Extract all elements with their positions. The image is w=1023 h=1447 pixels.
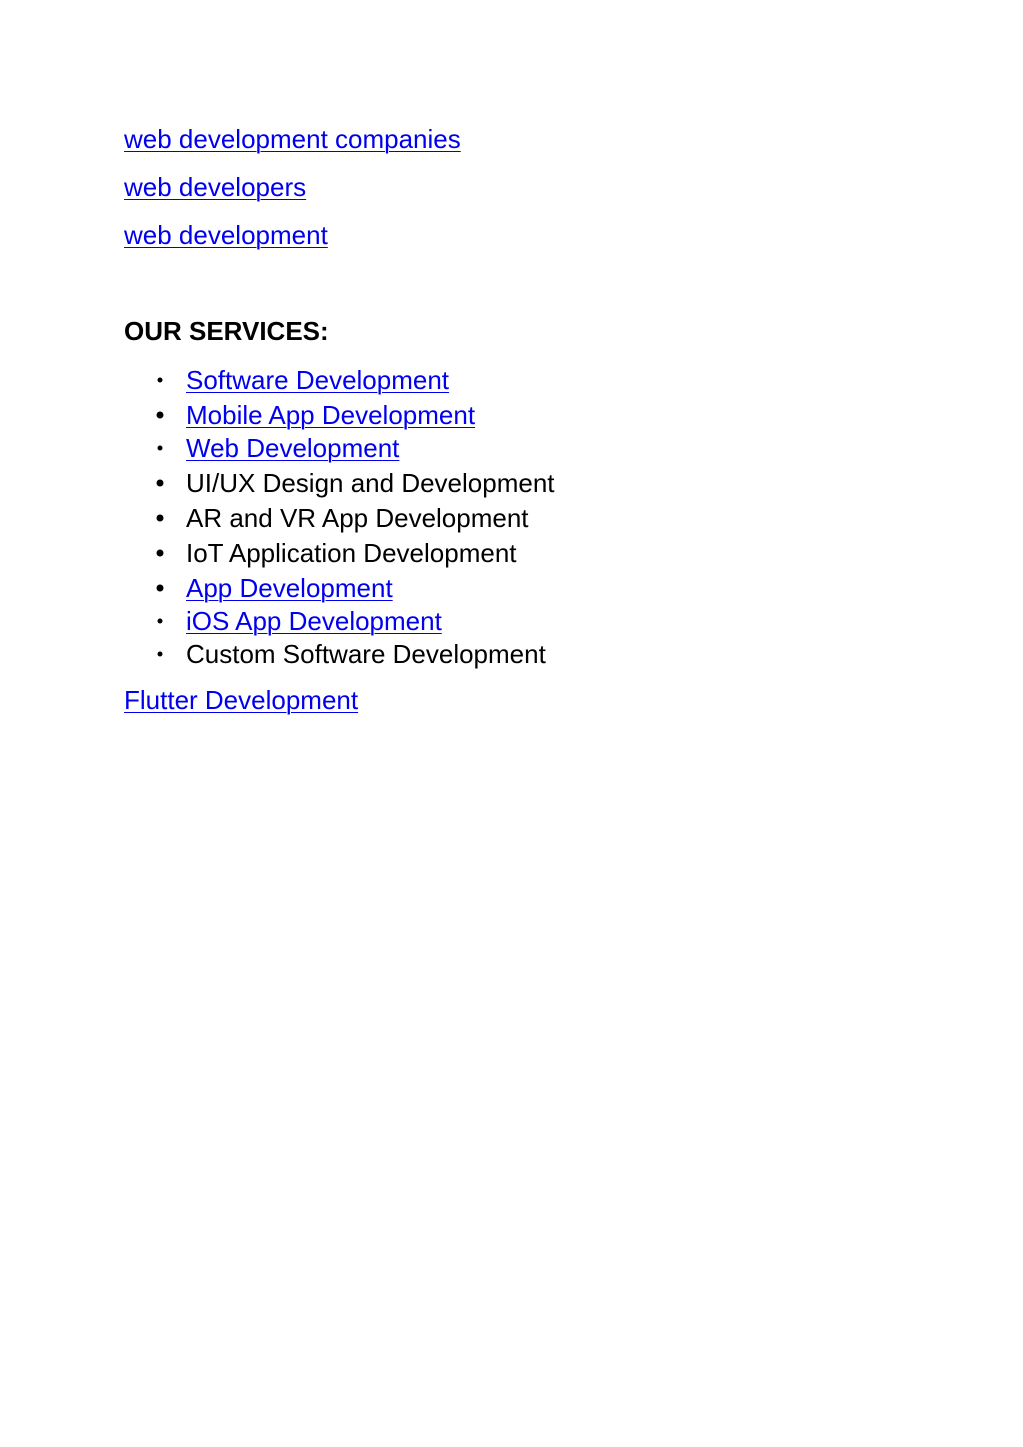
iot-development-text: IoT Application Development: [186, 538, 517, 568]
list-item: [0, 467, 700, 499]
list-item: [0, 605, 700, 637]
web-development-link[interactable]: web development: [124, 220, 328, 250]
list-item: [0, 537, 700, 569]
list-item: [0, 502, 700, 534]
bullet-icon: [158, 652, 163, 657]
list-item: [0, 364, 700, 396]
list-item: [0, 399, 700, 431]
mobile-app-development-link[interactable]: Mobile App Development: [186, 400, 476, 430]
bullet-icon: [158, 378, 163, 383]
list-item: [0, 432, 700, 464]
web-development-companies-link[interactable]: web development companies: [124, 124, 461, 154]
list-item: [0, 572, 700, 604]
bullet-icon: [158, 446, 163, 451]
web-developers-link[interactable]: web developers: [124, 172, 307, 202]
software-development-link[interactable]: Software Development: [186, 365, 450, 395]
bullet-icon: [157, 480, 164, 487]
ios-app-development-link[interactable]: iOS App Development: [186, 606, 442, 636]
web-development-service-link[interactable]: Web Development: [186, 433, 400, 463]
bullet-icon: [157, 515, 164, 522]
bullet-icon: [157, 412, 164, 419]
custom-software-development-text: Custom Software Development: [186, 639, 546, 669]
list-item: [0, 638, 700, 670]
ui-ux-design-text: UI/UX Design and Development: [186, 468, 555, 498]
bullet-icon: [157, 585, 164, 592]
bullet-icon: [157, 550, 164, 557]
services-heading: OUR SERVICES:: [124, 316, 329, 346]
flutter-development-link[interactable]: Flutter Development: [124, 685, 359, 715]
app-development-link[interactable]: App Development: [186, 573, 393, 603]
ar-vr-development-text: AR and VR App Development: [186, 503, 529, 533]
bullet-icon: [158, 619, 163, 624]
